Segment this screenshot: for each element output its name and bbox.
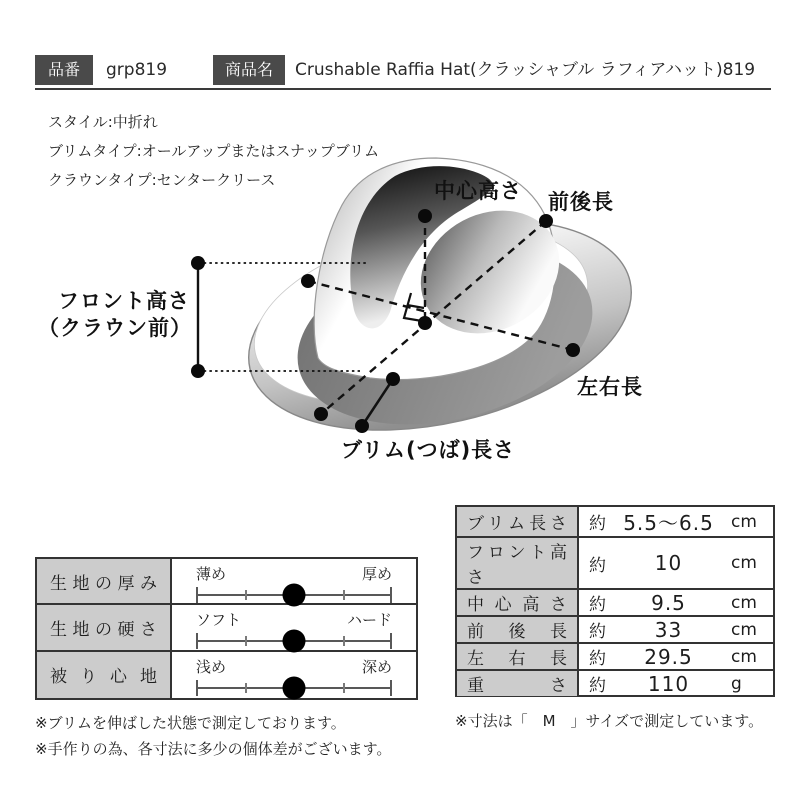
feature-row-thickness — [37, 559, 416, 605]
spec-crown-type: クラウンタイプ:センタークリース — [48, 171, 276, 189]
size-value: 10 — [654, 551, 683, 575]
product-name-value: Crushable Raffia Hat(クラッシャブル ラフィアハット)819 — [295, 60, 756, 80]
label-front-height-2: （クラウン前） — [38, 316, 192, 340]
size-row-weight — [457, 671, 773, 696]
rating-scale — [196, 680, 392, 696]
approx-prefix: 約 — [589, 514, 606, 534]
size-unit: cm — [731, 646, 757, 667]
feature-label: 生地の硬さ — [50, 619, 157, 640]
size-unit: cm — [731, 511, 757, 532]
approx-prefix: 約 — [589, 676, 606, 696]
feature-row-fit — [37, 652, 416, 698]
approx-prefix: 約 — [589, 622, 606, 642]
size-row-front-height — [457, 538, 773, 590]
size-label: ブリム長さ — [467, 514, 567, 534]
rating-dot — [283, 584, 306, 607]
label-front-height-1: フロント高さ — [58, 289, 190, 313]
size-label: 中心高さ — [467, 595, 567, 615]
label-center-height: 中心高さ — [434, 179, 522, 203]
spec-brim-type: ブリムタイプ:オールアップまたはスナップブリム — [48, 142, 380, 160]
size-label: 重さ — [467, 676, 567, 696]
scale-min-label: ソフト — [196, 611, 242, 630]
size-value: 110 — [647, 671, 690, 696]
footnotes-left — [35, 710, 391, 762]
feature-label: 生地の厚み — [50, 573, 157, 594]
size-unit: cm — [731, 619, 757, 640]
product-name-badge: 商品名 — [213, 55, 285, 85]
feature-label: 被り心地 — [50, 667, 157, 688]
hat-measurement-diagram — [0, 140, 800, 512]
item-number-badge: 品番 — [35, 55, 93, 85]
approx-prefix: 約 — [589, 595, 606, 615]
size-row-left-right — [457, 644, 773, 671]
product-header — [35, 55, 771, 90]
label-left-right-length: 左右長 — [577, 375, 643, 399]
scale-max-label: 厚め — [361, 565, 392, 583]
size-label: 前後長 — [467, 622, 567, 642]
rating-scale — [196, 633, 392, 649]
size-label: フロント高さ — [467, 543, 567, 588]
size-row-brim — [457, 507, 773, 538]
spec-style: スタイル:中折れ — [48, 113, 158, 131]
size-value: 9.5 — [651, 590, 686, 615]
rating-dot — [283, 630, 306, 653]
label-brim-length: ブリム(つば)長さ — [340, 438, 516, 462]
size-value: 33 — [654, 617, 683, 642]
feature-table — [35, 557, 418, 700]
size-row-front-back — [457, 617, 773, 644]
size-value: 5.5〜6.5 — [623, 511, 714, 535]
size-unit: cm — [731, 592, 757, 613]
scale-max-label: 深め — [361, 657, 392, 676]
note-measured: ※ブリムを伸ばした状態で測定しております。 — [35, 714, 346, 732]
size-table — [455, 505, 775, 697]
item-number-value: grp819 — [106, 60, 168, 80]
note-handmade: ※手作りの為、各寸法に多少の個体差がございます。 — [35, 740, 392, 758]
size-unit: g — [731, 673, 742, 694]
size-label: 左右長 — [467, 649, 567, 669]
scale-max-label: ハード — [346, 611, 392, 630]
size-row-center-height — [457, 590, 773, 617]
approx-prefix: 約 — [589, 555, 606, 576]
label-front-back-length: 前後長 — [548, 190, 614, 214]
footnote-size-basis: ※寸法は「 M 」サイズで測定しています。 — [455, 712, 764, 730]
size-unit: cm — [731, 553, 757, 573]
rating-scale — [196, 587, 392, 603]
scale-min-label: 浅め — [196, 657, 227, 676]
size-value: 29.5 — [644, 644, 693, 669]
feature-row-stiffness — [37, 605, 416, 651]
approx-prefix: 約 — [589, 649, 606, 669]
rating-dot — [283, 676, 306, 699]
scale-min-label: 薄め — [196, 565, 227, 583]
